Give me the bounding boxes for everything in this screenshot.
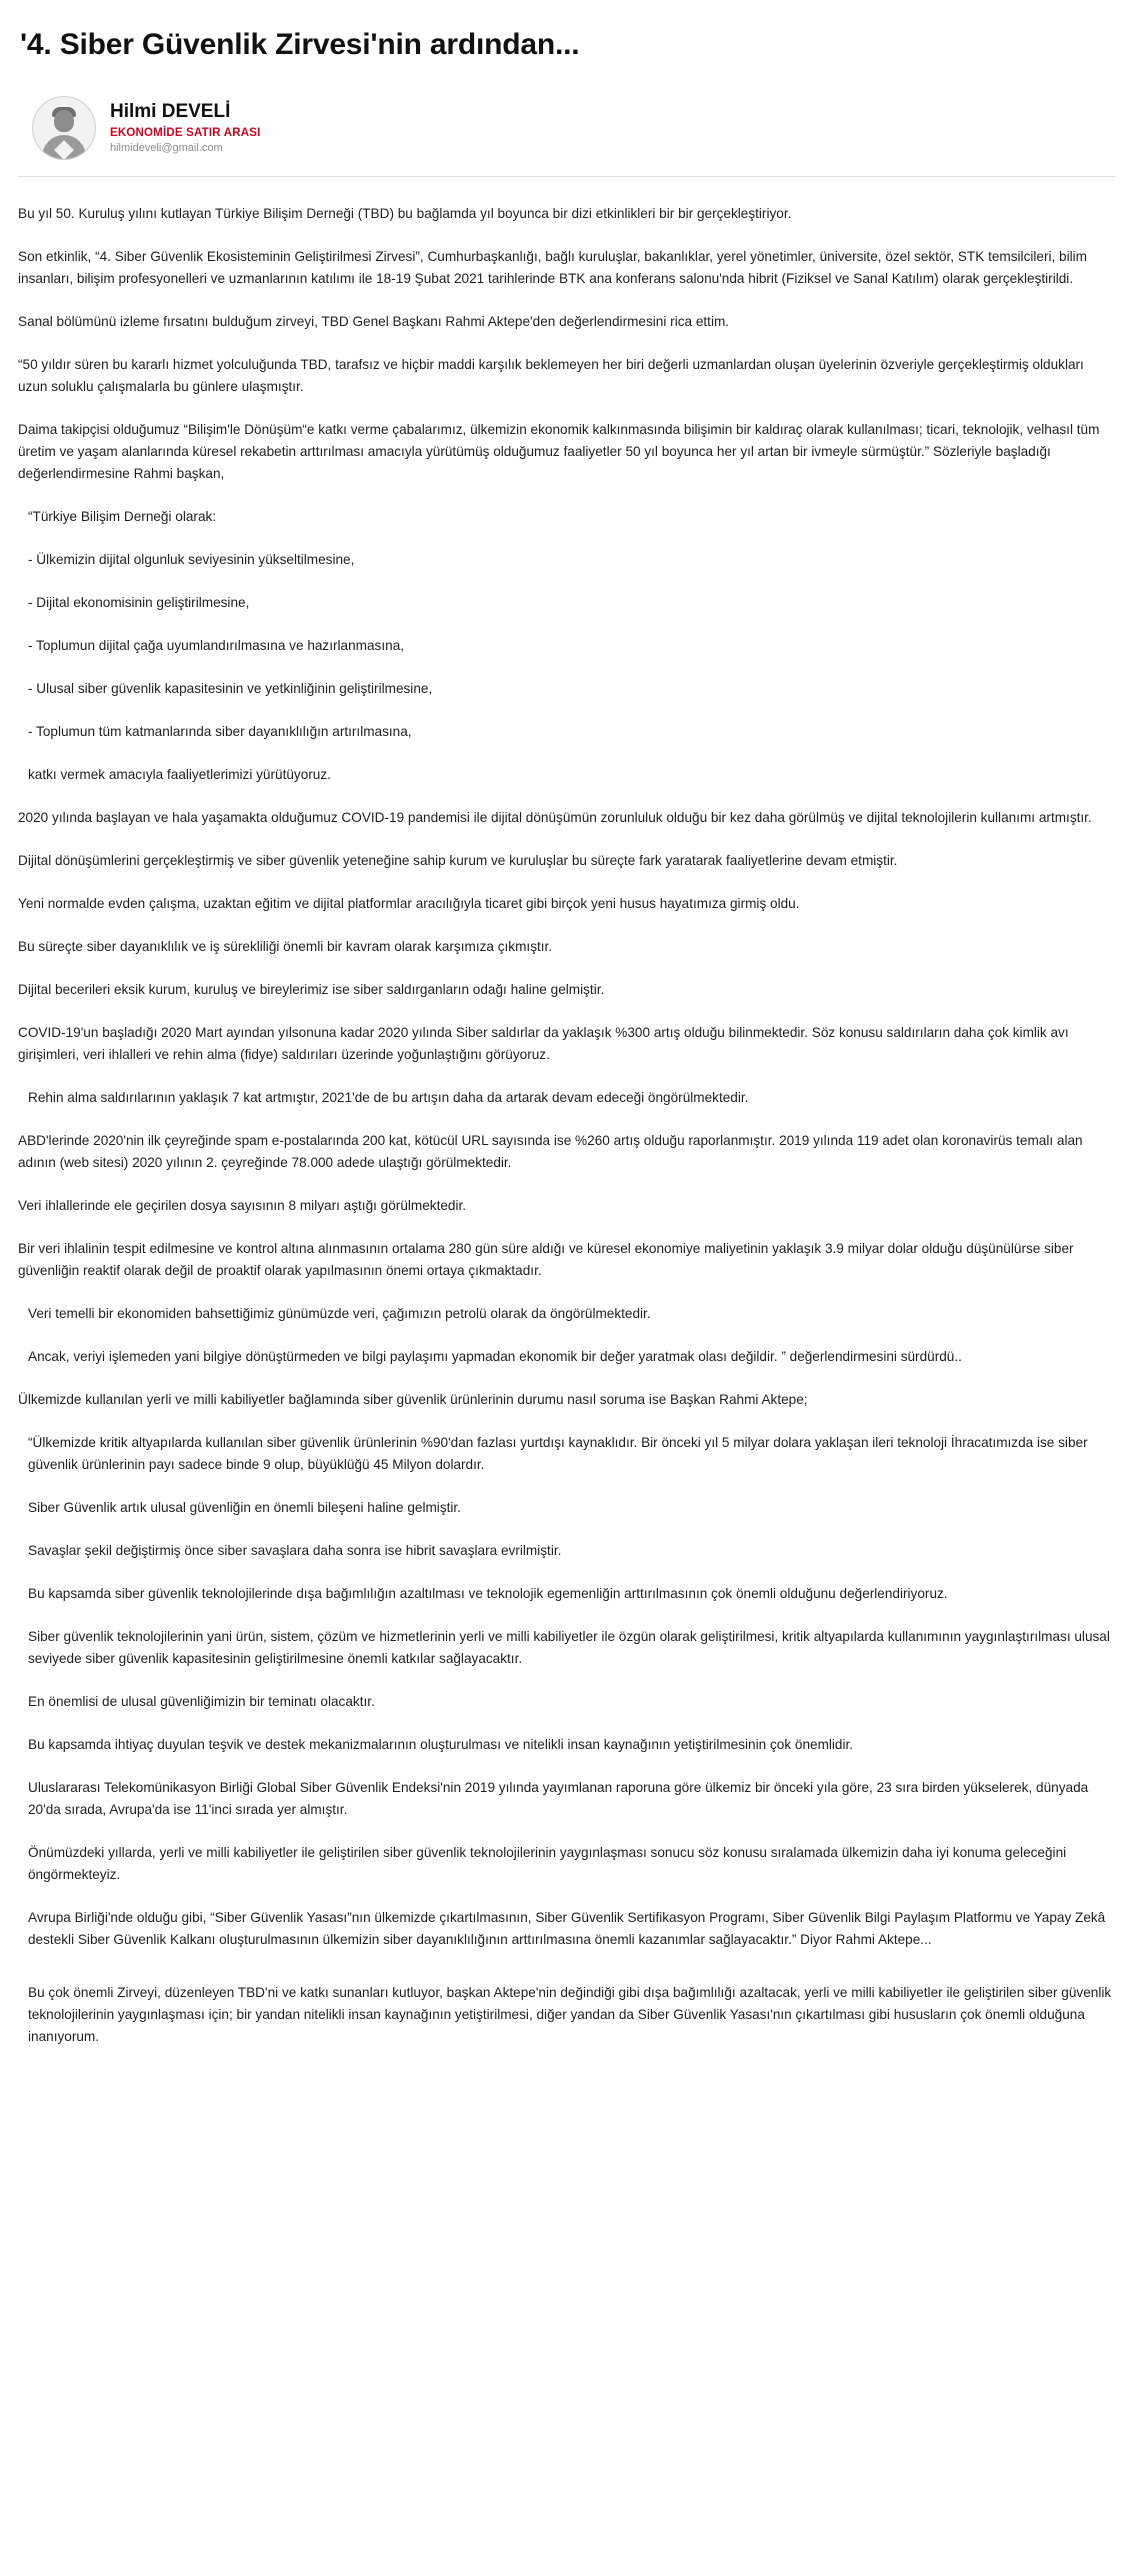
paragraph: “Türkiye Bilişim Derneği olarak:: [28, 508, 217, 524]
paragraph: Sanal bölümünü izleme fırsatını bulduğum zirveyi, TBD Genel Başkanı Rahmi Aktepe'den değerlendirmesini rica ettim.: [18, 313, 730, 329]
author-name: Hilmi DEVELİ: [110, 101, 231, 123]
paragraph: Ancak, veriyi işlemeden yani bilgiye dönüştürmeden ve bilgi paylaşımı yapmadan ekonomik bir değer yaratmak olası değildir. ” değerlendirmesini sürdürdü..: [28, 1348, 962, 1364]
list-item: - Toplumun tüm katmanlarında siber dayanıklılığın artırılmasına,: [28, 723, 412, 739]
paragraph: Avrupa Birliği'nde olduğu gibi, “Siber Güvenlik Yasası”nın ülkemizde çıkartılmasının, Siber Güvenlik Sertifikasyon Programı, Siber Güvenlik Bilgi Paylaşım Platformu ve Yapay Zekâ destekli Siber Güvenlik Kalkanı oluşturulmasının ülkemizin siber dayanıklılığının arttırılmasına önemli kazanımlar sağlayacaktır.” Diyor Rahmi Aktepe...: [28, 1910, 1106, 1948]
paragraph: Bu kapsamda siber güvenlik teknolojilerinde dışa bağımlılığın azaltılması ve teknolojik egemenliğin arttırılmasının çok önemli olduğunu değerlendiriyoruz.: [28, 1586, 948, 1602]
article-body: [18, 203, 1116, 2049]
author-info: [110, 101, 261, 154]
avatar: [32, 96, 96, 160]
paragraph: Dijital dönüşümlerini gerçekleştirmiş ve siber güvenlik yeteneğine sahip kurum ve kuruluşlar bu süreçte fark yaratarak faaliyetlerine devam etmiştir.: [18, 852, 898, 868]
paragraph: En önemlisi de ulusal güvenliğimizin bir teminatı olacaktır.: [28, 1694, 375, 1710]
paragraph: “50 yıldır süren bu kararlı hizmet yolculuğunda TBD, tarafsız ve hiçbir maddi karşılık beklemeyen her biri değerli uzmanlardan oluşan üyelerinin özveriyle gerçekleştirmiş oldukları uzun soluklu çalışmalarla bu günlere ulaşmıştır.: [18, 356, 1084, 394]
list-item: - Dijital ekonomisinin geliştirilmesine,: [28, 594, 250, 610]
paragraph: katkı vermek amacıyla faaliyetlerimizi yürütüyoruz.: [28, 766, 331, 782]
paragraph: Dijital becerileri eksik kurum, kuruluş ve bireylerimiz ise siber saldırganların odağı haline gelmiştir.: [18, 981, 605, 997]
paragraph: Daima takipçisi olduğumuz “Bilişim'le Dönüşüm“e katkı verme çabalarımız, ülkemizin ekonomik kalkınmasında bilişimin bir kaldıraç olarak kullanılması; ticari, teknolojik, velhasıl tüm üretim ve yaşam alanlarında küresel rekabetin arttırılması amacıyla yürütümüş olduğumuz faaliyetler 50 yıl boyunca her yıl artan bir ivmeyle sürmüştür.” Sözleriyle başladığı değerlendirmesine Rahmi başkan,: [18, 421, 1100, 481]
paragraph: Veri ihlallerinde ele geçirilen dosya sayısının 8 milyarı aştığı görülmektedir.: [18, 1197, 467, 1213]
divider-space: [18, 1972, 1116, 1982]
paragraph: Ülkemizde kullanılan yerli ve milli kabiliyetler bağlamında siber güvenlik ürünlerinin durumu nasıl soruma ise Başkan Rahmi Aktepe;: [18, 1391, 808, 1407]
page-title: '4. Siber Güvenlik Zirvesi'nin ardından...: [20, 28, 580, 61]
author-column-name: EKONOMİDE SATIR ARASI: [110, 126, 261, 139]
paragraph: Bu süreçte siber dayanıklılık ve iş sürekliliği önemli bir kavram olarak karşımıza çıkmıştır.: [18, 938, 553, 954]
paragraph: Bu çok önemli Zirveyi, düzenleyen TBD'ni ve katkı sunanları kutluyor, başkan Aktepe'nin değindiği gibi dışa bağımlılığı azaltacak, yerli ve milli kabiliyetler ile geliştirilen siber güvenlik teknolojilerinin yaygınlaşması için; bir yandan nitelikli insan kaynağının yetiştirilmesi, diğer yandan da Siber Güvenlik Yasası'nın çıkartılması gibi hususların çok önemli olduğuna inanıyorum.: [28, 1985, 1112, 2045]
list-item: - Ülkemizin dijital olgunluk seviyesinin yükseltilmesine,: [28, 551, 355, 567]
paragraph: Son etkinlik, “4. Siber Güvenlik Ekosisteminin Geliştirilmesi Zirvesi”, Cumhurbaşkanlığı, bağlı kuruluşlar, bakanlıklar, yerel yönetimler, üniversite, özel sektör, STK temsilcileri, bilim insanları, bilişim profesyonelleri ve uzmanlarının katılımı ile 18-19 Şubat 2021 tarihlerinde BTK ana konferans salonu'nda hibrit (Fiziksel ve Sanal Katılım) olarak gerçekleştirildi.: [18, 248, 1088, 286]
paragraph: “Ülkemizde kritik altyapılarda kullanılan siber güvenlik ürünlerinin %90'dan fazlası yurtdışı kaynaklıdır. Bir önceki yıl 5 milyar dolara yaklaşan ileri teknoloji İhracatımızda ise siber güvenlik ürünlerinin payı sadece binde 9 olup, büyüklüğü 45 Milyon dolardır.: [28, 1435, 1088, 1473]
paragraph: COVID-19'un başladığı 2020 Mart ayından yılsonuna kadar 2020 yılında Siber saldırlar da yaklaşık %300 artış olduğu bilinmektedir. Söz konusu saldırıların daha çok kimlik avı girişimleri, veri ihlalleri ve rehin alma (fidye) saldırıları üzerinde yoğunlaştığını görüyoruz.: [18, 1024, 1069, 1062]
list-item: - Ulusal siber güvenlik kapasitesinin ve yetkinliğinin geliştirilmesine,: [28, 680, 433, 696]
paragraph: Uluslararası Telekomünikasyon Birliği Global Siber Güvenlik Endeksi'nin 2019 yılında yayımlanan raporuna göre ülkemiz bir önceki yıla göre, 23 sıra birden yükselerek, dünyada 20'da sırada, Avrupa'da ise 11'inci sırada yer almıştır.: [28, 1780, 1089, 1818]
paragraph: 2020 yılında başlayan ve hala yaşamakta olduğumuz COVID-19 pandemisi ile dijital dönüşümün zorunluluk olduğu bir kez daha görülmüş ve dijital teknolojilerin kullanımı artmıştır.: [18, 809, 1092, 825]
paragraph: Bu yıl 50. Kuruluş yılını kutlayan Türkiye Bilişim Derneği (TBD) bu bağlamda yıl boyunca bir dizi etkinlikleri bir bir gerçekleştiriyor.: [18, 205, 792, 221]
paragraph: Rehin alma saldırılarının yaklaşık 7 kat artmıştır, 2021'de de bu artışın daha da artarak devam edeceği öngörülmektedir.: [28, 1089, 749, 1105]
paragraph: Önümüzdeki yıllarda, yerli ve milli kabiliyetler ile geliştirilen siber güvenlik teknolojilerinin yaygınlaşması sonucu söz konusu sıralamada ülkemizin daha iyi konuma geleceğini öngörmekteyiz.: [28, 1845, 1067, 1883]
author-email[interactable]: hilmideveli@gmail.com: [110, 141, 223, 154]
paragraph: ABD'lerinde 2020'nin ilk çeyreğinde spam e-postalarında 200 kat, kötücül URL sayısında ise %260 artış olduğu raporlanmıştır. 2019 yılında 119 adet olan koronavirüs temalı alan adının (web sitesi) 2020 yılının 2. çeyreğinde 78.000 adede ulaştığı görülmektedir.: [18, 1132, 1083, 1170]
paragraph: Savaşlar şekil değiştirmiş önce siber savaşlara daha sonra ise hibrit savaşlara evrilmiştir.: [28, 1543, 562, 1559]
paragraph: Bu kapsamda ihtiyaç duyulan teşvik ve destek mekanizmalarının oluşturulması ve nitelikli insan kaynağının yetiştirilmesinin çok önemlidir.: [28, 1737, 854, 1753]
author-byline: [18, 86, 1116, 177]
paragraph: Bir veri ihlalinin tespit edilmesine ve kontrol altına alınmasının ortalama 280 gün süre aldığı ve küresel ekonomiye maliyetinin yaklaşık 3.9 milyar dolar olduğu düşünülürse siber güvenliğin reaktif olarak değil de proaktif olarak yapılmasının önemi ortaya çıkmaktadır.: [18, 1240, 1074, 1278]
paragraph: Siber Güvenlik artık ulusal güvenliğin en önemli bileşeni haline gelmiştir.: [28, 1500, 461, 1516]
paragraph: Yeni normalde evden çalışma, uzaktan eğitim ve dijital platformlar aracılığıyla ticaret gibi birçok yeni husus hayatımıza girmiş oldu.: [18, 895, 800, 911]
paragraph: Siber güvenlik teknolojilerinin yani ürün, sistem, çözüm ve hizmetlerinin yerli ve milli kabiliyetler ile özgün olarak geliştirilmesi, kritik altyapılarda kullanımının yaygınlaştırılması ulusal seviyede siber güvenlik kapasitesinin geliştirilmesine önemli katkılar sağlayacaktır.: [28, 1629, 1110, 1667]
paragraph: Veri temelli bir ekonomiden bahsettiğimiz günümüzde veri, çağımızın petrolü olarak da öngörülmektedir.: [28, 1305, 651, 1321]
list-item: - Toplumun dijital çağa uyumlandırılmasına ve hazırlanmasına,: [28, 637, 405, 653]
